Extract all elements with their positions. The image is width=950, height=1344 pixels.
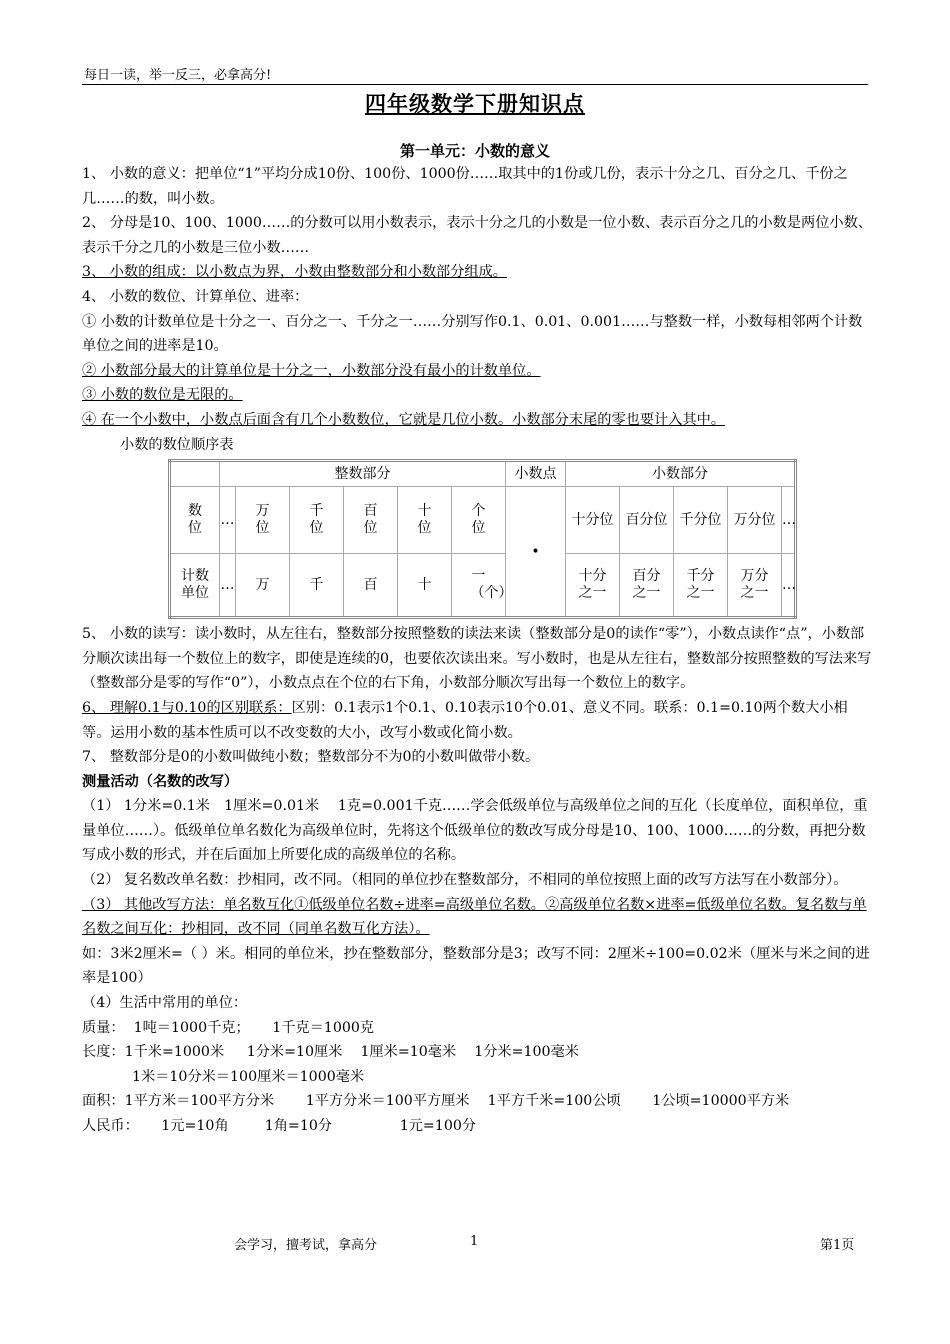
table-position-ge: 个位 <box>452 487 506 554</box>
table-unit-tenths: 十分之一 <box>566 554 620 618</box>
table-unit-tenthousandths: 万分之一 <box>728 554 782 618</box>
table-position-qian: 千位 <box>290 487 344 554</box>
paragraph-4-3: ③ 小数的数位是无限的。 <box>82 387 243 404</box>
table-unit-bai: 百 <box>344 554 398 618</box>
table-ellipsis-right-2: … <box>782 554 796 618</box>
table-unit-ge: 一（个） <box>452 554 506 618</box>
paragraph-5: 5、 小数的读写：读小数时，从左往右，整数部分按照整数的读法来读（整数部分是0的读作“零”），小数点读作“点”，小数部分顺次读出每一个数位上的数字，即使是连续的0，也要依次读出来。写小数时，也是从左往右，整数部分按照整数的写法来写（整数部分是零的写作“0”），小数点点在个位的右下角，小数部分顺次写出每一个数位上的数字。 <box>82 626 872 692</box>
section-title: 第一单元：小数的意义 <box>399 142 550 160</box>
table-ellipsis-right: … <box>782 487 796 554</box>
paragraph-4: 4、 小数的数位、计算单位、进率： <box>82 288 309 305</box>
units-area: 面积：1平方米＝100平方分米 1平方分米＝100平方厘米 1平方千米=100公顷 1公顷=10000平方米 <box>82 1093 790 1110</box>
measure-item-1: （1） 1分米=0.1米 1厘米=0.01米 1克=0.001千克……学会低级单位与高级单位之间的互化（长度单位，面积单位，重量单位……）。低级单位单名数化为高级单位时，先将这个低级单位的数改写成分母是10、100、1000……的分数，再把分数写成小数的形式，并在后面加上所要化成的高级单位的名称。 <box>82 798 868 864</box>
table-row-label-position: 数位 <box>170 487 220 554</box>
measure-example: 如：3米2厘米=（ ）米。相同的单位米，抄在整数部分，整数部分是3；改写不同：2厘米÷100=0.02米（厘米与米之间的进率是100） <box>82 945 870 987</box>
header-motto: 每日一读，举一反三，必拿高分! <box>84 68 272 83</box>
place-value-table-wrapper <box>168 459 796 619</box>
paragraph-6-rest: 区别：0.1表示1个0.1、0.10表示10个0.01、意义不同。联系：0.1=0.10两个数大小相等。运用小数的基本性质可以不改变数的大小，改写小数或化简小数。 <box>82 699 848 741</box>
measure-item-3: （3） 其他改写方法：单名数互化①低级单位名数÷进率=高级单位名数。②高级单位名数×进率=低级单位名数。复名数与单名数之间互化：抄相同，改不同（同单名数互化方法）。 <box>82 896 867 938</box>
table-position-tenths: 十分位 <box>566 487 620 554</box>
measure-item-4: （4）生活中常用的单位： <box>82 995 248 1012</box>
table-ellipsis-left-2: … <box>220 554 236 618</box>
paragraph-6 <box>82 696 872 745</box>
table-group-integer: 整数部分 <box>220 461 506 487</box>
units-length-1: 长度：1千米=1000米 1分米=10厘米 1厘米=10毫米 1分米=100毫米 <box>82 1044 579 1061</box>
table-position-bai: 百位 <box>344 487 398 554</box>
table-corner <box>170 461 220 487</box>
table-position-tenthousandths: 万分位 <box>728 487 782 554</box>
paragraph-1: 1、 小数的意义：把单位“1”平均分成10份、100份、1000份……取其中的1份或几份，表示十分之几、百分之几、千份之几……的数，叫小数。 <box>82 166 848 207</box>
table-decimal-point: • <box>506 487 566 618</box>
paragraph-2: 2、 分母是10、100、1000……的分数可以用小数表示，表示十分之几的小数是一位小数、表示百分之几的小数是两位小数、表示千分之几的小数是三位小数…… <box>82 215 872 256</box>
units-length-2: 1米＝10分米＝100厘米＝1000毫米 <box>132 1068 365 1085</box>
place-value-table <box>168 459 797 619</box>
footer-slogan: 会学习，擅考试，拿高分 <box>234 1238 378 1253</box>
units-mass: 质量： 1吨＝1000千克； 1千克＝1000克 <box>82 1019 375 1036</box>
table-unit-thousandths: 千分之一 <box>674 554 728 618</box>
body-content <box>82 162 872 1139</box>
table-position-hundredths: 百分位 <box>620 487 674 554</box>
table-position-shi: 十位 <box>398 487 452 554</box>
table-ellipsis-left: … <box>220 487 236 554</box>
paragraph-6-underlined: 6、 理解0.1与0.10的区别联系： <box>82 699 292 716</box>
table-group-decimal: 小数部分 <box>566 461 796 487</box>
table-unit-wan: 万 <box>236 554 290 618</box>
footer-page-label: 第1页 <box>820 1238 855 1253</box>
page-title: 四年级数学下册知识点 <box>365 92 585 116</box>
units-rmb: 人民币： 1元=10角 1角=10分 1元=100分 <box>82 1118 477 1134</box>
table-unit-hundredths: 百分之一 <box>620 554 674 618</box>
table-caption: 小数的数位顺序表 <box>120 436 234 453</box>
paragraph-3: 3、 小数的组成：以小数点为界，小数由整数部分和小数部分组成。 <box>82 264 507 281</box>
measure-section-title: 测量活动（名数的改写） <box>82 773 239 790</box>
paragraph-4-1: ① 小数的计数单位是十分之一、百分之一、千分之一……分别写作0.1、0.01、0.001……与整数一样，小数每相邻两个计数单位之间的进率是10。 <box>82 313 863 355</box>
paragraph-7: 7、 整数部分是0的小数叫做纯小数；整数部分不为0的小数叫做带小数。 <box>82 749 540 766</box>
table-unit-qian: 千 <box>290 554 344 618</box>
table-unit-shi: 十 <box>398 554 452 618</box>
footer-page-number: 1 <box>470 1234 479 1249</box>
paragraph-4-4: ④ 在一个小数中，小数点后面含有几个小数数位，它就是几位小数。小数部分末尾的零也要计入其中。 <box>82 411 725 428</box>
paragraph-4-2: ② 小数部分最大的计算单位是十分之一，小数部分没有最小的计数单位。 <box>82 362 541 379</box>
measure-item-2: （2） 复名数改单名数：抄相同，改不同。（相同的单位抄在整数部分，不相同的单位按照上面的改写方法写在小数部分）。 <box>82 872 848 889</box>
table-position-thousandths: 千分位 <box>674 487 728 554</box>
table-row-label-unit: 计数单位 <box>170 554 220 618</box>
table-group-point: 小数点 <box>506 461 566 487</box>
header-divider <box>82 84 868 85</box>
table-position-wan: 万位 <box>236 487 290 554</box>
